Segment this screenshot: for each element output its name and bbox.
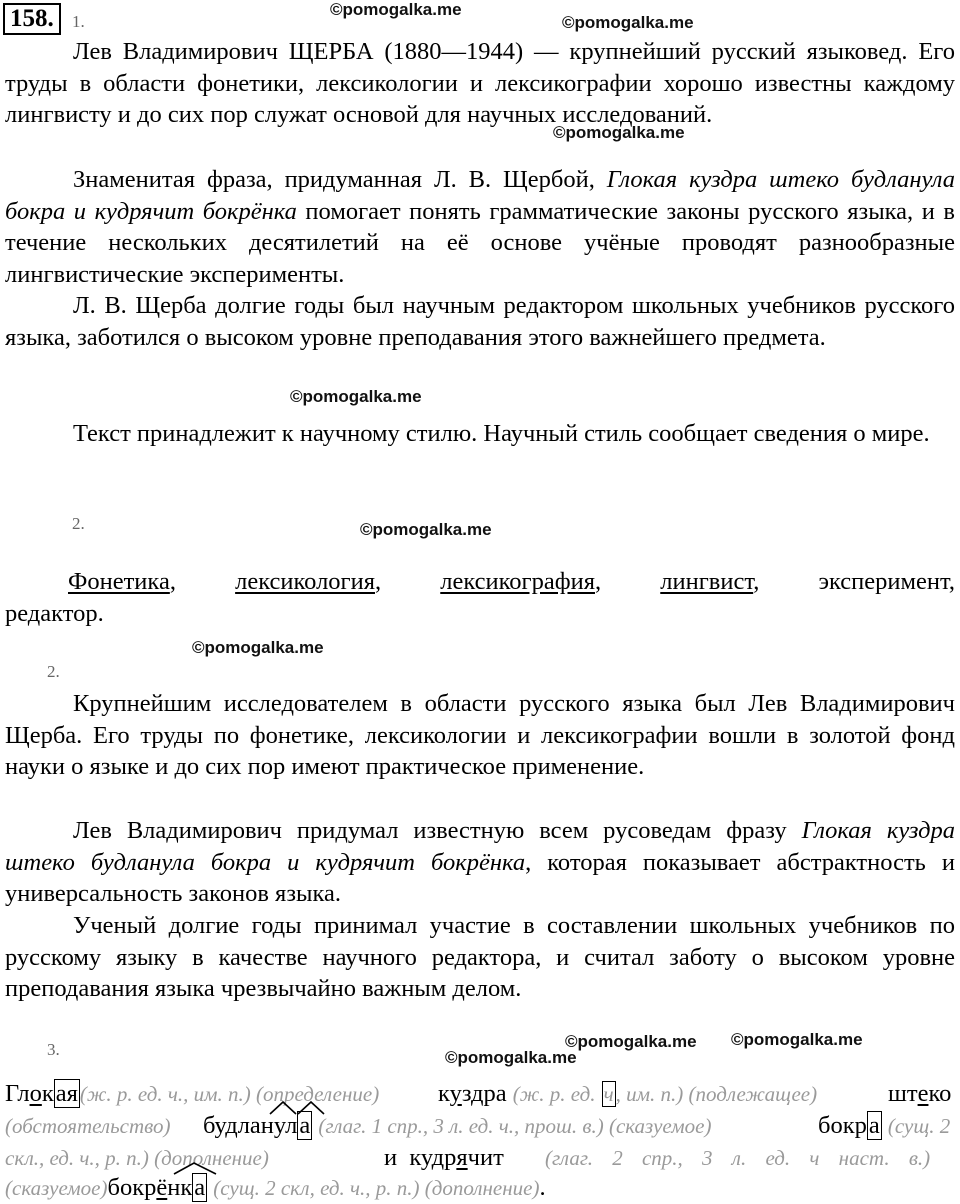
watermark: ©pomogalka.me: [360, 520, 492, 539]
watermark: ©pomogalka.me: [330, 0, 462, 19]
watermark: ©pomogalka.me: [445, 1048, 577, 1067]
paragraph: Ученый долгие годы принимал участие в составлении школьных учебников по русскому языку в качестве научного редактора, и считал заботу о высоком уровне преподавания языка чрезвычайно важным делом.: [5, 912, 955, 1002]
analysis-word: будланула (глаг. 1 спр., 3 л. ед. ч., прош. в.) (сказуемое): [203, 1112, 712, 1139]
analysis-line-2: (обстоятельство): [5, 1114, 171, 1138]
watermark: ©pomogalka.me: [731, 1030, 863, 1049]
analysis-line-4: (сказуемое)бокрёнка (сущ. 2 скл, ед. ч., р. п.) (дополнение).: [5, 1174, 546, 1201]
watermark: ©pomogalka.me: [565, 1032, 697, 1051]
watermark: ©pomogalka.me: [553, 123, 685, 142]
section-2-label: 2.: [47, 662, 60, 681]
term: Фонетика: [68, 568, 170, 595]
section-1-label: 1.: [72, 12, 85, 31]
paragraph: Крупнейшим исследователем в области русского языка был Лев Владимирович Щерба. Его труды по фонетике, лексикологии и лексикографии вошли в золотой фонд науки о языке и до сих пор имеют практическое применение.: [5, 690, 955, 780]
term: эксперимент,: [818, 568, 955, 595]
term: лингвист: [660, 568, 754, 595]
morpheme-marks: [172, 1160, 222, 1176]
paragraph: Знаменитая фраза, придуманная Л. В. Щербой, Глокая куздра штеко будланула бокра и кудрячит бокрёнка помогает понять грамматические законы русского языка, и в течение нескольких десятилетий на её основе учёные проводят разнообразные лингвистические эксперименты.: [5, 166, 955, 288]
paragraph: Лев Владимирович ЩЕРБА (1880—1944) — крупнейший русский языковед. Его труды в области фонетики, лексикологии и лексикографии хорошо известны каждому лингвисту и до сих пор служат основой для научных исследований.: [5, 38, 955, 128]
term-list: Фонетика, лексикология, лексикография, лингвист, эксперимент,: [68, 568, 955, 595]
paragraph: Л. В. Щерба долгие годы был научным редактором школьных учебников русского языка, заботился о высоком уровне преподавания этого важнейшего предмета.: [5, 292, 955, 351]
watermark: ©pomogalka.me: [290, 387, 422, 406]
analysis-word: штеко: [888, 1080, 952, 1107]
analysis-word: и кудрячит: [384, 1144, 504, 1171]
section-3-label: 3.: [47, 1040, 60, 1059]
analysis-line-1: Глокая(ж. р. ед. ч., им. п.) (определение): [5, 1080, 380, 1107]
task-number: 158.: [3, 3, 61, 35]
term: лексикология: [235, 568, 375, 595]
analysis-line-3: скл., ед. ч., р. п.) (дополнение): [5, 1146, 269, 1170]
analysis-note: (глаг. 2 спр., 3 л. ед. ч наст. в.): [545, 1146, 931, 1170]
watermark: ©pomogalka.me: [562, 13, 694, 32]
morpheme-marks: [268, 1098, 328, 1116]
analysis-word: бокра (сущ. 2: [818, 1112, 951, 1139]
term-list-end: редактор.: [5, 600, 104, 627]
analysis-line-1b: куздра (ж. р. ед. ч, им. п.) (подлежащее): [438, 1080, 818, 1107]
paragraph: Текст принадлежит к научному стилю. Научный стиль сообщает сведения о мире.: [73, 420, 930, 447]
term: лексикография: [440, 568, 595, 595]
paragraph: Лев Владимирович придумал известную всем русоведам фразу Глокая куздра штеко будланула бокра и кудрячит бокрёнка, которая показывает абстрактность и универсальность законов языка.: [5, 817, 955, 907]
section-2-label: 2.: [72, 514, 85, 533]
watermark: ©pomogalka.me: [192, 638, 324, 657]
